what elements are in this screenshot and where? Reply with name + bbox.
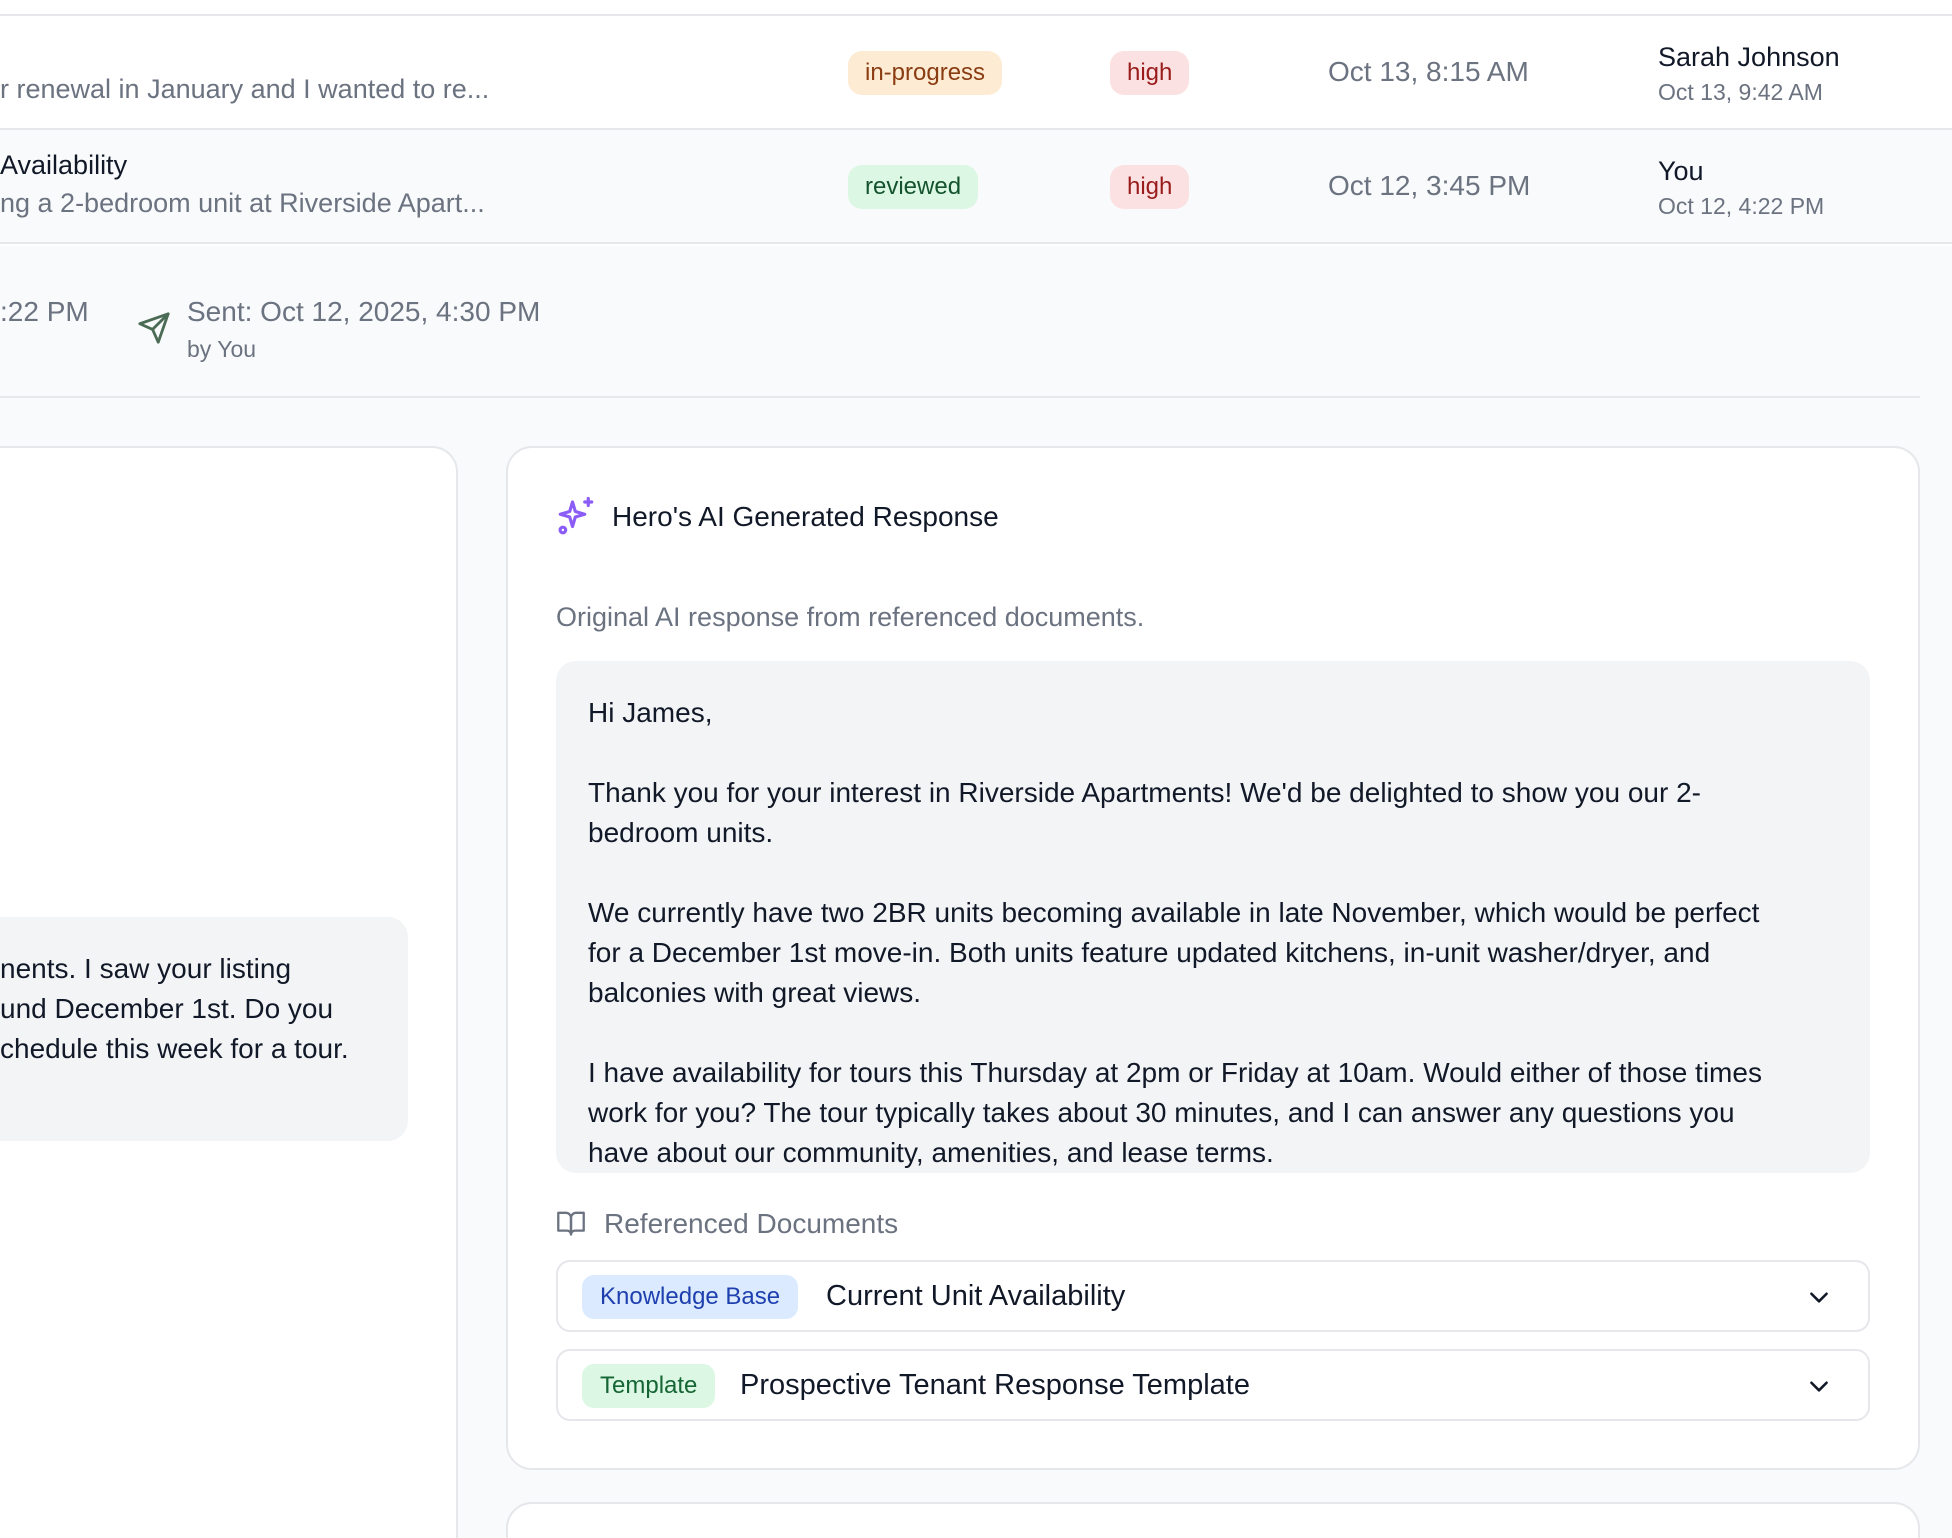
response-line: for a December 1st move-in. Both units feature updated kitchens, in-unit washer/dryer, and [588,937,1711,968]
priority-badge: high [1110,51,1189,95]
table-top-edge [0,0,1952,16]
sparkles-icon [555,495,597,537]
inquiry-message-bubble [0,917,408,1141]
chevron-down-icon[interactable] [1806,1286,1832,1308]
book-open-icon [555,1209,587,1237]
document-type-tag: Knowledge Base [582,1275,798,1319]
response-line: Thank you for your interest in Riverside Apartments! We'd be delighted to show you our 2- [588,777,1701,808]
table-row[interactable] [0,16,1952,130]
document-type-tag: Template [582,1364,715,1408]
status-badge: in-progress [848,51,1002,95]
inquiry-line: chedule this week for a tour. [0,1033,349,1064]
send-icon [137,311,171,345]
status-badge: reviewed [848,165,978,209]
ai-response-subtitle: Original AI response from referenced documents. [556,602,1145,632]
message-preview: ng a 2-bedroom unit at Riverside Apart... [0,188,485,218]
referenced-document-row[interactable] [556,1349,1870,1421]
assignee-name: You [1658,156,1704,186]
chevron-down-icon[interactable] [1806,1375,1832,1397]
referenced-document-row[interactable] [556,1260,1870,1332]
message-preview: r renewal in January and I wanted to re... [0,74,490,104]
response-line: have about our community, amenities, and lease terms. [588,1137,1274,1168]
message-subject: Availability [0,150,128,180]
response-line: balconies with great views. [588,977,922,1008]
sent-by: by You [187,336,257,362]
reviewed-timestamp: :22 PM [0,296,89,327]
next-card [506,1502,1920,1538]
received-date: Oct 13, 8:15 AM [1328,56,1529,87]
sent-timestamp: Sent: Oct 12, 2025, 4:30 PM [187,296,541,327]
response-line: Hi James, [588,697,713,728]
received-date: Oct 12, 3:45 PM [1328,170,1531,201]
ai-response-title: Hero's AI Generated Response [612,501,999,532]
table-row[interactable] [0,130,1952,244]
assignee-name: Sarah Johnson [1658,42,1840,72]
document-title: Current Unit Availability [826,1280,1126,1312]
response-line: work for you? The tour typically takes about 30 minutes, and I can answer any questions you [588,1097,1735,1128]
response-line: I have availability for tours this Thursday at 2pm or Friday at 10am. Would either of those times [588,1057,1762,1088]
inquiry-line: nents. I saw your listing [0,953,292,984]
document-title: Prospective Tenant Response Template [740,1369,1250,1401]
inquiry-line: und December 1st. Do you [0,993,334,1024]
priority-badge: high [1110,165,1189,209]
assigned-time: Oct 12, 4:22 PM [1658,193,1825,219]
divider [0,396,1920,398]
assigned-time: Oct 13, 9:42 AM [1658,79,1823,105]
referenced-documents-title: Referenced Documents [604,1208,899,1239]
ai-response-body [556,661,1870,1173]
response-line: We currently have two 2BR units becoming available in late November, which would be perfect [588,897,1760,928]
response-line: bedroom units. [588,817,774,848]
